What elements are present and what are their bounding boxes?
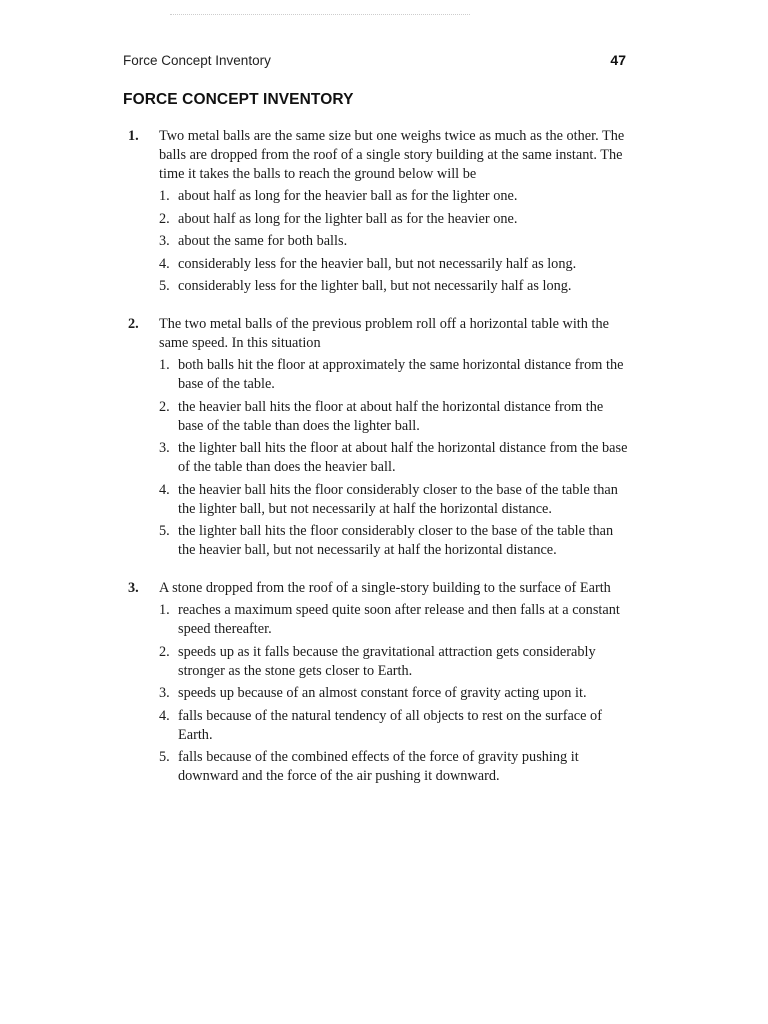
option-number: 4.: [159, 481, 170, 498]
option-number: 5.: [159, 523, 170, 539]
question-3: [128, 579, 628, 786]
option-number: 4.: [159, 707, 170, 724]
answer-option: [159, 707, 628, 745]
option-text: speeds up because of an almost constant force of gravity acting upon it.: [178, 685, 587, 701]
option-text: considerably less for the heavier ball, but not necessarily half as long.: [178, 255, 577, 272]
question-stem: A stone dropped from the roof of a single-story building to the surface of Earth: [159, 580, 611, 596]
question-stem: Two metal balls are the same size but one weighs twice as much as the other. The balls are dropped from the roof of a single story building at the same instant. The time it takes the balls to reach the ground below will be: [159, 128, 625, 182]
question-number: 2.: [128, 316, 139, 332]
running-header: [123, 52, 626, 72]
option-number: 3.: [159, 233, 170, 249]
option-number: 2.: [159, 643, 170, 660]
question-2: [128, 315, 628, 560]
answer-option: [159, 398, 628, 436]
answer-option: [159, 481, 628, 519]
option-text: falls because of the combined effects of the force of gravity pushing it downward and the force of the air pushing it downward.: [178, 749, 579, 784]
option-text: considerably less for the lighter ball, but not necessarily half as long.: [178, 278, 572, 294]
option-number: 2.: [159, 210, 170, 227]
answer-option: [159, 684, 628, 703]
question-stem: The two metal balls of the previous problem roll off a horizontal table with the same speed. In this situation: [159, 316, 609, 351]
question-number: 1.: [128, 128, 139, 144]
question-number: 3.: [128, 580, 139, 596]
option-text: the lighter ball hits the floor at about half the horizontal distance from the base of the table than does the heavier ball.: [178, 440, 628, 475]
running-title: Force Concept Inventory: [123, 53, 271, 68]
option-text: the heavier ball hits the floor at about half the horizontal distance from the base of the table than does the lighter ball.: [178, 398, 604, 434]
option-number: 5.: [159, 278, 170, 294]
answer-option: [159, 232, 628, 251]
answer-option: [159, 601, 628, 639]
option-number: 3.: [159, 440, 170, 456]
option-number: 3.: [159, 685, 170, 701]
option-text: the heavier ball hits the floor considerably closer to the base of the table than the lighter ball, but not necessarily at half the horizontal distance.: [178, 481, 618, 517]
answer-option: [159, 187, 628, 206]
answer-option: [159, 522, 628, 560]
option-text: reaches a maximum speed quite soon after release and then falls at a constant speed thereafter.: [178, 602, 620, 637]
option-text: about half as long for the lighter ball as for the heavier one.: [178, 210, 518, 227]
option-text: the lighter ball hits the floor considerably closer to the base of the table than the heavier ball, but not necessarily at half the horizontal distance.: [178, 523, 614, 558]
question-list: [128, 127, 628, 805]
option-text: speeds up as it falls because the gravitational attraction gets considerably stronger as the stone gets closer to Earth.: [178, 643, 596, 679]
scan-artifact: [170, 14, 470, 21]
answer-option: [159, 210, 628, 229]
section-title: FORCE CONCEPT INVENTORY: [123, 91, 354, 108]
question-1: [128, 127, 628, 296]
answer-option: [159, 277, 628, 296]
answer-option: [159, 643, 628, 681]
option-number: 1.: [159, 357, 170, 373]
answer-options: [159, 356, 628, 560]
answer-options: [159, 187, 628, 296]
option-text: about half as long for the heavier ball as for the lighter one.: [178, 188, 518, 204]
answer-option: [159, 439, 628, 477]
answer-option: [159, 748, 628, 786]
option-number: 5.: [159, 749, 170, 765]
option-number: 1.: [159, 188, 170, 204]
option-number: 1.: [159, 602, 170, 618]
page-number: 47: [610, 52, 626, 68]
option-text: about the same for both balls.: [178, 233, 348, 249]
answer-option: [159, 255, 628, 274]
option-number: 4.: [159, 255, 170, 272]
option-text: falls because of the natural tendency of all objects to rest on the surface of Earth.: [178, 707, 602, 743]
answer-options: [159, 601, 628, 786]
answer-option: [159, 356, 628, 394]
option-text: both balls hit the floor at approximately the same horizontal distance from the base of the table.: [178, 357, 624, 392]
option-number: 2.: [159, 398, 170, 415]
